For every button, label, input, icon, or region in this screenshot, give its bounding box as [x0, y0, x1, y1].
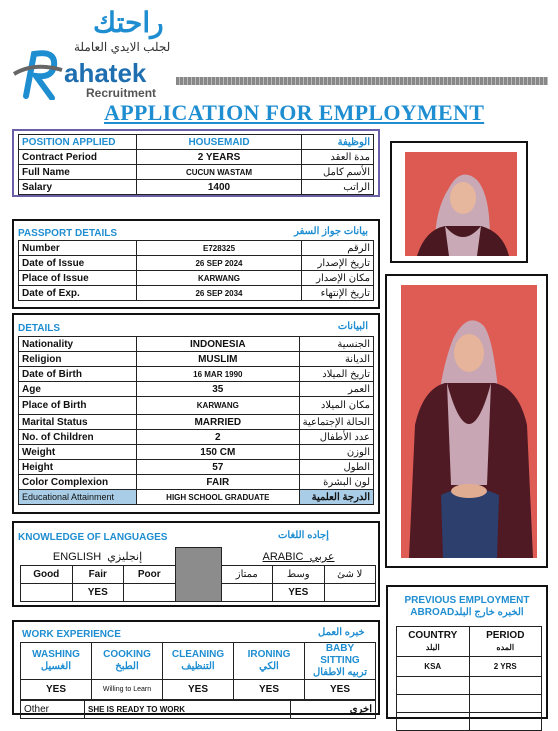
skill-cooking	[92, 643, 163, 680]
arabic-excellent-label: ممتاز	[221, 566, 273, 584]
contract-label-ar: مدة العقد	[302, 150, 374, 165]
marital-label: Marital Status	[19, 415, 137, 430]
children-label-ar: عدد الأطفال	[299, 430, 373, 445]
page-title: APPLICATION FOR EMPLOYMENT	[104, 100, 485, 125]
complexion-label-ar: لون البشرة	[299, 475, 373, 490]
pob-label-ar: مكان الميلاد	[299, 397, 373, 415]
country-header-label: COUNTRY	[408, 629, 458, 641]
skill-ironing	[234, 643, 305, 680]
languages-section	[12, 521, 380, 607]
previous-country-empty	[397, 677, 470, 695]
issue-date-value: 26 SEP 2024	[137, 256, 302, 271]
arabic-label: ARABIC	[262, 550, 304, 563]
skill-cleaning	[163, 643, 234, 680]
header-stripe	[176, 77, 548, 85]
english-good-label: Good	[21, 566, 73, 584]
children-value: 2	[137, 430, 300, 445]
skill-ironing-label: IRONING	[247, 649, 291, 660]
complexion-value: FAIR	[137, 475, 300, 490]
weight-value: 150 CM	[137, 445, 300, 460]
age-label-ar: العمر	[299, 382, 373, 397]
previous-period-empty	[469, 713, 542, 731]
arabic-none-label: لا شئ	[324, 566, 376, 584]
position-label: POSITION APPLIED	[19, 135, 137, 150]
passport-number-label: Number	[19, 241, 137, 256]
salary-label-ar: الراتب	[302, 180, 374, 195]
issue-date-label: Date of Issue	[19, 256, 137, 271]
expiry-value: 26 SEP 2034	[137, 286, 302, 301]
children-label: No. of Children	[19, 430, 137, 445]
expiry-label: Date of Exp.	[19, 286, 137, 301]
previous-title-ar: الخبره خارج البلد	[454, 607, 524, 618]
salary-value: 1400	[137, 180, 302, 195]
height-label-ar: الطول	[299, 460, 373, 475]
skill-washing-label: WASHING	[32, 649, 80, 660]
arabic-none-cell	[324, 584, 376, 602]
previous-employment-section	[386, 585, 548, 719]
weight-label-ar: الوزن	[299, 445, 373, 460]
languages-title: KNOWLEDGE OF LANGUAGES	[18, 532, 168, 543]
skill-washing-value: YES	[21, 680, 92, 700]
previous-country-empty	[397, 695, 470, 713]
previous-title: PREVIOUS EMPLOYMENT	[404, 595, 530, 606]
english-poor-cell	[124, 584, 176, 602]
period-header-label: PERIOD	[486, 629, 525, 641]
skill-cleaning-label-ar: التنظيف	[181, 661, 215, 672]
contract-label: Contract Period	[19, 150, 137, 165]
position-section	[12, 129, 380, 197]
nationality-label: Nationality	[19, 337, 137, 352]
previous-period-empty	[469, 695, 542, 713]
previous-title2: ABROAD	[410, 607, 455, 618]
skill-cooking-label: COOKING	[103, 649, 151, 660]
passport-title: PASSPORT DETAILS	[18, 228, 118, 239]
applicant-photo-small	[405, 152, 517, 256]
position-label-ar: الوظيفة	[302, 135, 374, 150]
pob-value: KARWANG	[137, 397, 300, 415]
height-value: 57	[137, 460, 300, 475]
fullname-value: CUCUN WASTAM	[137, 165, 302, 180]
religion-label: Religion	[19, 352, 137, 367]
arabic-label-ar: عربي	[309, 550, 335, 563]
english-heading	[21, 548, 176, 566]
previous-country-empty	[397, 713, 470, 731]
language-divider	[175, 548, 221, 602]
weight-label: Weight	[19, 445, 137, 460]
education-label: Educational Attainment	[19, 490, 137, 505]
skill-cleaning-value: YES	[163, 680, 234, 700]
other-label: Other	[21, 701, 85, 719]
photo-small-frame	[390, 141, 528, 263]
skill-babysitting-value: YES	[305, 680, 376, 700]
english-label: ENGLISH	[52, 550, 102, 563]
english-fair-cell: YES	[72, 584, 124, 602]
issue-place-label: Place of Issue	[19, 271, 137, 286]
nationality-value: INDONESIA	[137, 337, 300, 352]
arabic-medium-label: وسط	[273, 566, 325, 584]
country-header	[397, 627, 470, 657]
work-section	[12, 620, 380, 715]
period-header	[469, 627, 542, 657]
complexion-label: Color Complexion	[19, 475, 137, 490]
religion-label-ar: الديانة	[299, 352, 373, 367]
issue-place-label-ar: مكان الإصدار	[302, 271, 374, 286]
country-header-label-ar: البلد	[425, 642, 440, 652]
other-value: SHE IS READY TO WORK	[85, 701, 291, 719]
skill-babysitting-label: BABY SITTING	[320, 643, 360, 666]
languages-title-ar: إجاده اللغات	[278, 530, 329, 541]
age-label: Age	[19, 382, 137, 397]
arabic-medium-cell: YES	[273, 584, 325, 602]
applicant-photo-large	[401, 285, 537, 558]
logo-sub: Recruitment	[86, 86, 157, 100]
details-section	[12, 313, 380, 514]
position-value: HOUSEMAID	[137, 135, 302, 150]
fullname-label-ar: الأسم كامل	[302, 165, 374, 180]
skill-cleaning-label: CLEANING	[171, 649, 225, 660]
details-title-ar: البيانات	[337, 321, 368, 332]
period-header-label-ar: المده	[496, 642, 515, 652]
previous-period-0: 2 YRS	[469, 657, 542, 677]
marital-label-ar: الحالة الإجتماعية	[299, 415, 373, 430]
passport-number-label-ar: الرقم	[302, 241, 374, 256]
arabic-excellent-cell	[221, 584, 273, 602]
logo-name: ahatek	[64, 58, 147, 88]
passport-title-ar: بيانات جواز السفر	[294, 226, 368, 237]
other-label-ar: اخري	[291, 701, 376, 719]
english-fair-label: Fair	[72, 566, 124, 584]
dob-label-ar: تاريخ الميلاد	[299, 367, 373, 382]
skill-babysitting	[305, 643, 376, 680]
dob-label: Date of Birth	[19, 367, 137, 382]
salary-label: Salary	[19, 180, 137, 195]
arabic-heading	[221, 548, 376, 566]
details-title: DETAILS	[18, 323, 61, 334]
marital-value: MARRIED	[137, 415, 300, 430]
english-poor-label: Poor	[124, 566, 176, 584]
dob-value: 16 MAR 1990	[137, 367, 300, 382]
height-label: Height	[19, 460, 137, 475]
photo-large-frame	[385, 274, 548, 568]
skill-cooking-label-ar: الطبخ	[115, 661, 139, 672]
passport-number-value: E728325	[137, 241, 302, 256]
previous-title-row	[388, 607, 546, 618]
skill-ironing-value: YES	[234, 680, 305, 700]
skill-washing	[21, 643, 92, 680]
logo	[8, 6, 180, 102]
logo-arabic-sub: لجلب الايدي العاملة	[74, 40, 171, 54]
previous-period-empty	[469, 677, 542, 695]
age-value: 35	[137, 382, 300, 397]
education-value: HIGH SCHOOL GRADUATE	[137, 490, 300, 505]
logo-arabic: راحتك	[93, 7, 164, 38]
contract-value: 2 YEARS	[137, 150, 302, 165]
previous-country-0: KSA	[397, 657, 470, 677]
skill-washing-label-ar: الغسيل	[40, 661, 72, 672]
work-title: WORK EXPERIENCE	[22, 629, 121, 640]
english-good-cell	[21, 584, 73, 602]
nationality-label-ar: الجنسية	[299, 337, 373, 352]
issue-place-value: KARWANG	[137, 271, 302, 286]
skill-cooking-value: Willing to Learn	[92, 680, 163, 700]
religion-value: MUSLIM	[137, 352, 300, 367]
expiry-label-ar: تاريخ الإنتهاء	[302, 286, 374, 301]
issue-date-label-ar: تاريخ الإصدار	[302, 256, 374, 271]
skill-babysitting-label-ar: تربيه الاطفال	[312, 667, 368, 678]
education-label-ar: الدرجة العلمية	[299, 490, 373, 505]
logo-r-mark	[10, 44, 64, 100]
skill-ironing-label-ar: الكي	[259, 661, 279, 672]
passport-section	[12, 219, 380, 309]
work-title-ar: خبره العمل	[318, 627, 365, 638]
english-label-ar: إنجليزي	[107, 550, 143, 563]
fullname-label: Full Name	[19, 165, 137, 180]
pob-label: Place of Birth	[19, 397, 137, 415]
